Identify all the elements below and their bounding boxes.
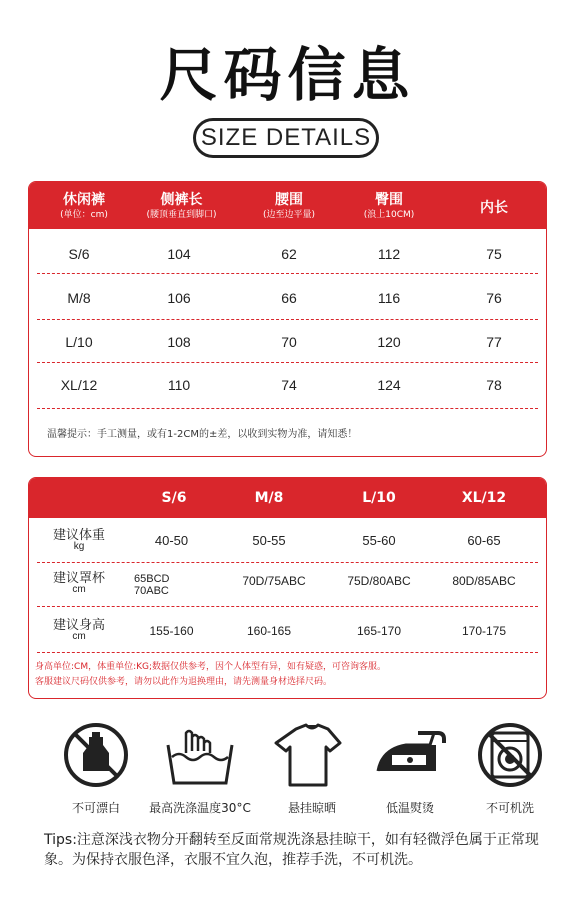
size-cell: L/10 <box>65 334 93 350</box>
care-label: 不可漂白 <box>71 801 120 815</box>
value-cell: 170-175 <box>461 624 507 638</box>
value-cell: 77 <box>486 334 502 350</box>
recommend-table <box>28 477 547 699</box>
row-label <box>34 618 124 642</box>
value-cell: 112 <box>377 246 401 262</box>
recommend-table-header <box>29 478 546 518</box>
care-label: 低温熨烫 <box>385 801 434 815</box>
no-machine-wash-icon <box>470 715 550 795</box>
value-cell: 80D/85ABC <box>452 574 516 588</box>
header-sublabel: (单位：cm) <box>60 210 108 220</box>
page-title: 尺码信息 <box>159 41 416 109</box>
row-divider <box>37 362 538 363</box>
header-label: XL/12 <box>461 490 507 506</box>
value-cell: 55-60 <box>362 533 396 548</box>
row-label <box>34 571 124 595</box>
subtitle-badge <box>193 118 379 158</box>
value-cell: 70D/75ABC <box>242 574 306 588</box>
value-cell: 165-170 <box>356 624 402 638</box>
size-cell: M/8 <box>67 290 91 306</box>
header-sublabel: (腰顶垂直到脚口) <box>146 210 217 220</box>
care-label: 最高洗涤温度30°C <box>149 801 251 815</box>
header-cell <box>339 191 439 221</box>
size-table-header <box>29 182 546 229</box>
header-cell <box>129 191 234 221</box>
size-table <box>28 181 547 457</box>
value-cell: 75D/80ABC <box>347 574 411 588</box>
value-cell: 70 <box>281 334 297 350</box>
value-cell: 65BCD 70ABC <box>134 573 170 597</box>
row-label-text: 建议身高 <box>52 617 105 632</box>
no-bleach-icon <box>56 715 136 795</box>
row-divider <box>37 273 538 274</box>
value-cell: 104 <box>167 246 191 262</box>
value-cell: 62 <box>281 246 297 262</box>
header-label: M/8 <box>254 490 284 506</box>
row-divider <box>37 319 538 320</box>
header-label: S/6 <box>161 490 187 506</box>
value-cell: 120 <box>377 334 401 350</box>
value-cell: 110 <box>167 377 191 393</box>
header-label: 侧裤长 <box>160 192 203 208</box>
measure-note: 温馨提示：手工测量，或有1-2CM的±差，以收到实物为准，请知悉！ <box>47 429 358 440</box>
header-sublabel: (边至边平量) <box>262 210 316 220</box>
value-cell: 116 <box>377 290 401 306</box>
value-cell: 124 <box>377 377 401 393</box>
header-label: 腰围 <box>275 192 303 208</box>
header-label: 休闲裤 <box>63 192 105 208</box>
row-unit: kg <box>73 541 85 552</box>
size-cell: S/6 <box>68 246 90 262</box>
value-cell: 78 <box>486 377 502 393</box>
row-unit: cm <box>72 631 86 642</box>
care-label: 悬挂晾晒 <box>287 801 336 815</box>
low-iron-icon <box>370 715 450 795</box>
value-cell: 75 <box>486 246 502 262</box>
header-sublabel: (浪上10CM) <box>363 210 415 220</box>
value-cell: 40-50 <box>154 533 189 548</box>
value-cell: 155-160 <box>149 624 194 638</box>
header-cell <box>39 191 129 221</box>
header-label: L/10 <box>362 490 396 506</box>
row-label-text: 建议体重 <box>52 527 105 542</box>
hang-dry-icon <box>272 715 352 795</box>
subtitle: SIZE DETAILS <box>200 124 372 151</box>
disclaimer-note: 身高单位:CM，体重单位:KG;数据仅供参考，因个人体型有异，如有疑惑，可咨询客服。 <box>35 662 387 672</box>
row-unit: cm <box>72 584 86 595</box>
header-label: 内长 <box>480 200 508 216</box>
header-cell <box>454 199 534 217</box>
row-divider <box>37 562 538 563</box>
value-cell: 160-165 <box>246 624 292 638</box>
value-cell: 66 <box>281 290 297 306</box>
disclaimer-note: 客服建议尺码仅供参考，请勿以此作为退换理由，请先测量身材选择尺码。 <box>35 677 333 687</box>
value-cell: 74 <box>281 377 297 393</box>
row-divider <box>37 652 538 653</box>
row-divider <box>37 606 538 607</box>
wash-30-icon <box>160 715 240 795</box>
row-label-text: 建议罩杯 <box>52 570 105 585</box>
header-label: 臀围 <box>375 192 403 208</box>
size-cell: XL/12 <box>60 377 98 393</box>
care-label: 不可机洗 <box>485 801 534 815</box>
value-cell: 60-65 <box>467 533 501 548</box>
value-cell: 106 <box>167 290 191 306</box>
value-cell: 108 <box>167 334 191 350</box>
care-tips: Tips:注意深浅衣物分开翻转至反面常规洗涤悬挂晾干，如有轻微浮色属于正常现象。为保持衣服色泽，衣服不宜久泡，推荐手洗，不可机洗。 <box>44 832 539 868</box>
value-cell: 50-55 <box>252 533 286 548</box>
header-cell <box>244 191 334 221</box>
row-divider <box>37 408 538 409</box>
row-label <box>34 528 124 552</box>
value-cell: 76 <box>486 290 502 306</box>
